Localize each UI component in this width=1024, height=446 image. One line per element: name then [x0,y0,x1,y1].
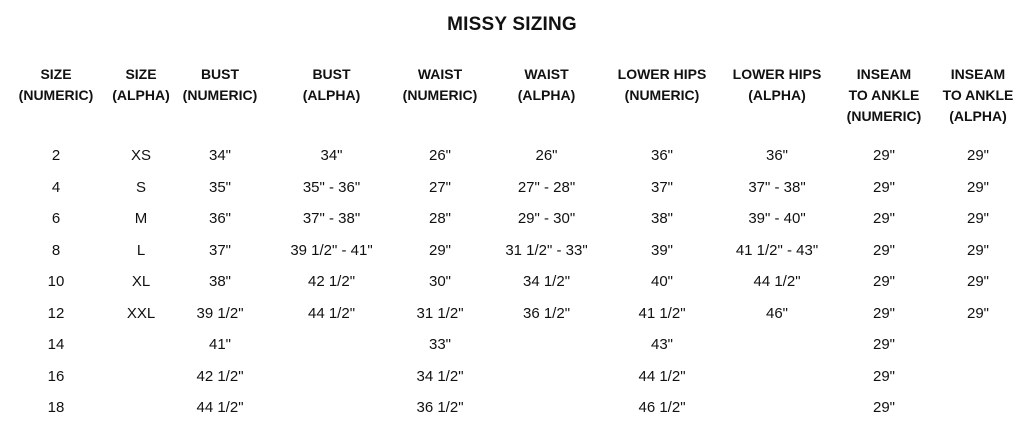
column-header [718,64,836,140]
column-header-line: BUST [312,66,351,82]
column-header [270,64,393,140]
column-header-line: INSEAM [856,66,912,82]
column-header [112,64,170,140]
table-cell: L [136,241,146,259]
column-header [836,64,932,140]
table-cell: 29" - 30" [517,210,576,228]
table-cell: S [135,178,146,196]
column-header-line: (NUMERIC) [18,87,94,103]
sizing-table [0,64,1024,424]
table-cell: 39 1/2" - 41" [290,241,373,259]
table-cell: 37" - 38" [748,178,806,196]
column-header-line: WAIST [524,66,569,82]
column-header-line: (NUMERIC) [182,87,258,103]
table-row [0,329,1024,361]
table-cell: 37" [650,178,673,196]
table-cell: 37" [208,241,231,259]
table-cell: 29" [872,367,895,385]
column-header-line: (ALPHA) [302,87,361,103]
table-cell: 44 1/2" [196,399,244,417]
table-cell: 42 1/2" [307,273,356,291]
table-row [0,392,1024,424]
table-row [0,235,1024,267]
table-cell [270,392,393,424]
table-cell: 29" [872,147,895,165]
table-cell: 29" [872,210,895,228]
table-cell: 43" [650,336,673,354]
table-row [0,361,1024,393]
table-cell: 34" [208,147,231,165]
table-cell [932,392,1024,424]
table-cell: 38" [650,210,673,228]
table-cell: 8 [51,241,61,259]
table-cell: 6 [51,210,61,228]
table-header-row [0,64,1024,140]
table-cell: 29" [966,241,989,259]
table-cell: 29" [872,241,895,259]
table-cell: 30" [428,273,451,291]
column-header [487,64,606,140]
table-cell: 36 1/2" [416,399,464,417]
table-cell: 29" [872,178,895,196]
table-cell: 35" - 36" [302,178,361,196]
table-cell: 4 [51,178,61,196]
table-cell [487,361,606,393]
table-cell: 18 [47,399,65,417]
table-cell: 33" [428,336,451,354]
table-cell: 35" [208,178,231,196]
table-cell: 29" [966,178,989,196]
table-row [0,266,1024,298]
column-header [170,64,270,140]
table-body [0,140,1024,424]
table-cell [112,329,170,361]
table-cell: 46" [765,304,788,322]
table-cell: 29" [966,147,989,165]
table-row [0,203,1024,235]
table-cell: 39 1/2" [196,304,244,322]
table-row [0,140,1024,172]
table-cell [270,329,393,361]
table-cell [932,329,1024,361]
table-cell [270,361,393,393]
column-header [606,64,718,140]
table-cell: 44 1/2" [753,273,801,291]
table-cell: 36" [765,147,788,165]
table-cell: 29" [872,336,895,354]
table-cell: 46 1/2" [638,399,686,417]
table-cell: 31 1/2" - 33" [505,241,588,259]
column-header-line: (NUMERIC) [402,87,478,103]
table-cell: 28" [428,210,451,228]
page-title: MISSY SIZING [447,14,577,35]
table-cell: 27" [428,178,451,196]
table-cell: 31 1/2" [416,304,464,322]
table-cell: 29" [966,210,989,228]
table-cell: 29" [872,273,895,291]
table-cell: 41 1/2" - 43" [735,241,819,259]
column-header-line: TO ANKLE [942,87,1014,103]
table-cell: 39" [650,241,673,259]
column-header-line: (NUMERIC) [846,108,922,124]
table-row [0,298,1024,330]
column-header-line: (NUMERIC) [624,87,700,103]
column-header-line: SIZE [125,66,157,82]
column-header-line: (ALPHA) [949,108,1007,124]
table-cell: 10 [47,273,65,291]
table-cell: 36 1/2" [522,304,571,322]
table-cell: 34" [320,147,343,165]
table-cell [112,392,170,424]
table-cell: 42 1/2" [196,367,244,385]
table-cell: 41 1/2" [638,304,686,322]
column-header-line: BUST [200,66,240,82]
table-row [0,172,1024,204]
table-cell: 34 1/2" [522,273,571,291]
column-header-line: (ALPHA) [112,87,170,103]
column-header-line: SIZE [40,66,72,82]
table-cell: 29" [872,304,895,322]
table-cell [112,361,170,393]
table-cell: 29" [966,304,989,322]
column-header-line: INSEAM [950,66,1006,82]
table-cell: 44 1/2" [638,367,686,385]
column-header [0,64,112,140]
table-cell: 29" [966,273,989,291]
table-cell: 36" [208,210,231,228]
table-cell: 27" - 28" [517,178,576,196]
table-cell: 29" [872,399,895,417]
table-cell: XL [131,273,151,291]
table-cell: XS [130,147,151,165]
table-cell: 39" - 40" [748,210,806,228]
table-cell: 26" [428,147,451,165]
column-header [932,64,1024,140]
table-cell: 40" [650,273,673,291]
table-cell: XXL [126,304,156,322]
column-header-line: TO ANKLE [848,87,920,103]
table-cell: 41" [208,336,231,354]
table-cell [718,392,836,424]
table-cell: 12 [47,304,65,322]
table-cell [487,392,606,424]
table-cell: 44 1/2" [307,304,356,322]
column-header-line: WAIST [417,66,463,82]
table-cell: 34 1/2" [416,367,464,385]
column-header-line: (ALPHA) [748,87,806,103]
table-cell: 14 [47,336,65,354]
column-header-line: LOWER HIPS [732,66,822,82]
table-cell: M [134,210,148,228]
table-cell: 16 [47,367,65,385]
table-cell: 29" [428,241,451,259]
table-cell: 36" [650,147,673,165]
column-header-line: (ALPHA) [517,87,576,103]
table-cell [932,361,1024,393]
column-header-line: LOWER HIPS [617,66,707,82]
table-cell: 37" - 38" [302,210,361,228]
table-cell [718,329,836,361]
table-cell: 2 [51,147,61,165]
column-header [393,64,487,140]
table-cell [487,329,606,361]
table-cell: 38" [208,273,231,291]
table-cell: 26" [535,147,558,165]
table-cell [718,361,836,393]
